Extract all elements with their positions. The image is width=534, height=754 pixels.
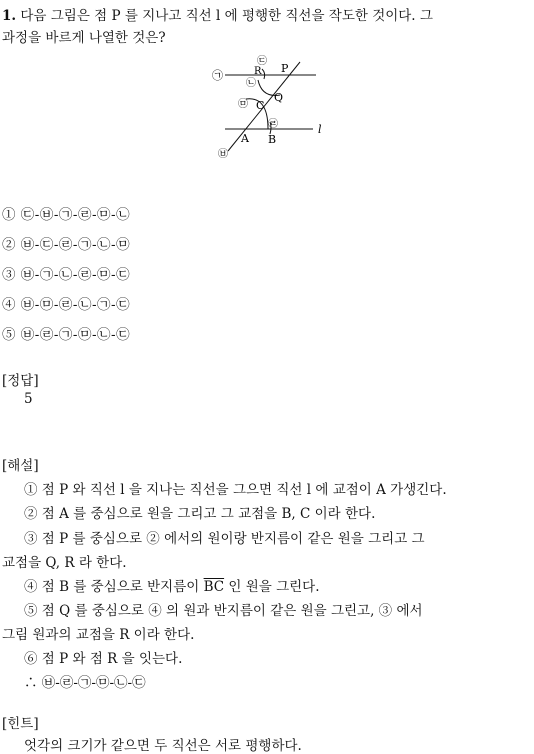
label-c: C xyxy=(256,99,265,112)
explanation-step-3-cont: 교점을 Q, R 라 한다. xyxy=(2,555,127,571)
label-circled-4: ㉣ xyxy=(268,119,278,130)
question-text-1: 다음 그림은 점 P 를 지나고 직선 l 에 평행한 직선을 작도한 것이다. 그 xyxy=(20,8,433,24)
explanation-heading: [해설] xyxy=(2,458,39,474)
label-circled-6: ㉥ xyxy=(218,149,228,160)
option-5[interactable]: ⑤ ㉥-㉣-㉠-㉤-㉡-㉢ xyxy=(2,327,131,343)
construction-figure xyxy=(0,52,534,162)
label-circled-1: ㉠ xyxy=(212,69,223,82)
option-4[interactable]: ④ ㉥-㉤-㉣-㉡-㉠-㉢ xyxy=(2,297,131,313)
option-3[interactable]: ③ ㉥-㉠-㉡-㉣-㉤-㉢ xyxy=(2,267,131,283)
answer-heading: [정답] xyxy=(2,373,39,389)
option-2[interactable]: ② ㉥-㉢-㉣-㉠-㉡-㉤ xyxy=(2,237,131,253)
explanation-step-3: ③ 점 P 를 중심으로 ② 에서의 원이랑 반지름이 같은 원을 그리고 그 xyxy=(24,531,425,547)
option-1[interactable]: ① ㉢-㉥-㉠-㉣-㉤-㉡ xyxy=(2,207,131,223)
label-l: l xyxy=(318,123,322,136)
label-circled-2: ㉡ xyxy=(246,78,256,89)
hint-text: 엇각의 크기가 같으면 두 직선은 서로 평행하다. xyxy=(24,738,302,754)
explanation-step-5-cont: 그림 원과의 교점을 R 이라 한다. xyxy=(2,627,195,643)
question-line-2: 과정을 바르게 나열한 것은? xyxy=(2,30,166,46)
explanation-step-4 xyxy=(24,575,320,595)
label-p: P xyxy=(281,62,289,75)
explanation-step-5: ⑤ 점 Q 를 중심으로 ④ 의 원과 반지름이 같은 원을 그린고, ③ 에서 xyxy=(24,603,423,619)
explanation-step-4-pre: ④ 점 B 를 중심으로 반지름이 xyxy=(24,579,204,595)
explanation-conclusion: ∴ ㉥-㉣-㉠-㉤-㉡-㉢ xyxy=(24,675,146,691)
explanation-step-2: ② 점 A 를 중심으로 원을 그리고 그 교점을 B, C 이라 한다. xyxy=(24,506,376,522)
label-a: A xyxy=(241,132,249,145)
label-r: R xyxy=(254,66,262,77)
segment-bc: $\overline{BC}$ xyxy=(203,579,225,595)
answer-value: 5 xyxy=(24,391,33,407)
question-line-1 xyxy=(2,4,433,24)
question-number: 1. xyxy=(2,8,17,24)
label-b: B xyxy=(268,133,277,146)
arc-at-r xyxy=(262,69,265,79)
explanation-step-1: ① 점 P 와 직선 l 을 지나는 직선을 그으면 직선 l 에 교점이 A 가생긴다. xyxy=(24,482,447,498)
label-circled-3: ㉢ xyxy=(257,56,267,67)
label-circled-5: ㉤ xyxy=(238,99,248,110)
explanation-step-4-post: 인 원을 그린다. xyxy=(224,579,320,595)
explanation-step-6: ⑥ 점 P 와 점 R 을 잇는다. xyxy=(24,651,183,667)
label-q: Q xyxy=(274,91,284,104)
hint-heading: [힌트] xyxy=(2,716,39,732)
